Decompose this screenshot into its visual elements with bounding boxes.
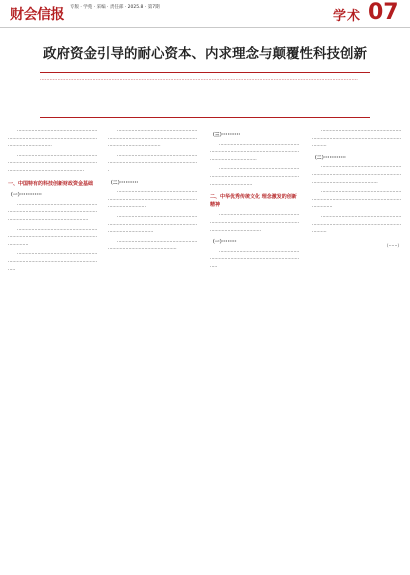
page-number: 07 xyxy=(368,0,399,25)
article-column-2 xyxy=(108,128,198,568)
paragraph: ················································································································································· xyxy=(210,167,300,188)
page-header xyxy=(0,0,410,28)
paragraph: ·············································································································································· xyxy=(108,190,198,211)
section-heading: 二、中华优秀传统文化 理念激发的创新精神 xyxy=(210,194,297,208)
section-heading: （二）············ xyxy=(312,155,346,161)
paragraph: ························································································································· xyxy=(8,252,98,273)
paragraph: ··········································································································································································· xyxy=(8,202,98,223)
section-heading: 一、中国特有的科技创新财政资金基础 xyxy=(8,180,94,187)
article-lead: ········································································································································································································ xyxy=(40,77,358,83)
article-column-1 xyxy=(8,128,98,568)
masthead-logo: 财会信报 xyxy=(10,7,64,23)
article-headline: 政府资金引导的耐心资本、内求理念与颠覆性科技创新 xyxy=(43,46,367,62)
article-column-3 xyxy=(210,128,300,568)
paragraph: ······························································································································ xyxy=(312,129,402,150)
section-heading: （三）·········· xyxy=(210,133,241,138)
paragraph: ························································································································· xyxy=(210,249,300,270)
paragraph: ·················································································································································· xyxy=(8,129,98,150)
paragraph: ························································································································································ xyxy=(108,129,198,150)
paragraph: ······································································································ xyxy=(108,239,198,253)
paragraph: ····················································································································· xyxy=(108,153,198,174)
paragraph: ··················································································································································· xyxy=(108,214,198,236)
section-label: 学术 xyxy=(333,9,362,24)
article-column-4 xyxy=(312,128,402,568)
paragraph: ···················································································································································· xyxy=(210,142,300,163)
paragraph: ································································································································································· xyxy=(312,165,402,186)
paragraph: ······························································································································ xyxy=(312,214,402,236)
paragraph: ······················································································································································· xyxy=(210,213,300,234)
lead-bottom-rule xyxy=(40,117,370,118)
paragraph: ·································································································································· xyxy=(8,227,98,248)
paragraph: ·································································································································· xyxy=(312,190,402,211)
section-heading: （二）·········· xyxy=(108,180,139,186)
paragraph: ········································································································································································ xyxy=(8,153,98,174)
section-heading: （一）············ xyxy=(8,193,42,199)
masthead-subtitle: 专版 · 学苑 · 采编 · 责任部 · 2025.8 · 第7期 xyxy=(70,5,160,10)
lead-top-rule xyxy=(40,72,370,73)
author-byline: （······） xyxy=(384,243,402,249)
section-heading: （一）········ xyxy=(210,240,237,246)
